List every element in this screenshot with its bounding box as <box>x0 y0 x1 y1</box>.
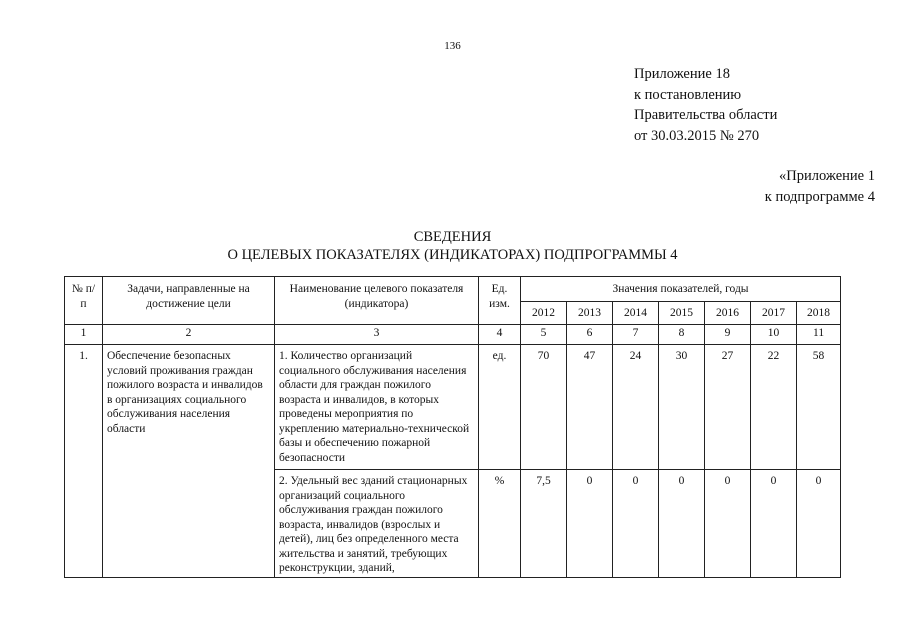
column-number: 3 <box>275 325 479 345</box>
header-year: 2018 <box>797 302 841 325</box>
indicator-value: 0 <box>797 470 841 578</box>
indicator-value: 0 <box>613 470 659 578</box>
appendix-block <box>634 64 777 146</box>
indicator-value: 0 <box>567 470 613 578</box>
indicator-value: 70 <box>521 345 567 470</box>
indicator-unit: % <box>479 470 521 578</box>
header-num: № п/п <box>65 277 103 325</box>
header-values-group: Значения показателей, годы <box>521 277 841 302</box>
page-number: 136 <box>444 40 461 52</box>
appendix-original-block <box>765 166 875 207</box>
column-number: 10 <box>751 325 797 345</box>
document-title: СВЕДЕНИЯ <box>413 229 492 245</box>
indicator-value: 22 <box>751 345 797 470</box>
indicator-value: 47 <box>567 345 613 470</box>
column-number: 5 <box>521 325 567 345</box>
column-number: 1 <box>65 325 103 345</box>
column-number: 6 <box>567 325 613 345</box>
column-number: 2 <box>103 325 275 345</box>
column-number: 4 <box>479 325 521 345</box>
header-unit: Ед. изм. <box>479 277 521 325</box>
appendix-line: Приложение 18 <box>634 66 730 82</box>
indicator-unit: ед. <box>479 345 521 470</box>
indicator-value: 24 <box>613 345 659 470</box>
document-subtitle: О ЦЕЛЕВЫХ ПОКАЗАТЕЛЯХ (ИНДИКАТОРАХ) ПОДПРОГРАММЫ 4 <box>227 247 678 263</box>
indicator-name: 2. Удельный вес зданий стационарных организаций социального обслуживания граждан пожилого возраста, инвалидов (взрослых и детей), лиц без определенного места жительства и занятий, требующих реконструкции, зданий, <box>275 470 479 578</box>
appendix-original-line: «Приложение 1 <box>779 168 875 184</box>
header-year: 2017 <box>751 302 797 325</box>
header-year: 2014 <box>613 302 659 325</box>
table-row <box>65 345 841 470</box>
indicator-value: 7,5 <box>521 470 567 578</box>
header-indicator: Наименование целевого показателя (индикатора) <box>275 277 479 325</box>
column-number: 9 <box>705 325 751 345</box>
task-number: 1. <box>65 345 103 578</box>
column-number: 7 <box>613 325 659 345</box>
appendix-original-line: к подпрограмме 4 <box>764 188 875 205</box>
column-number: 8 <box>659 325 705 345</box>
appendix-line: к постановлению <box>634 86 742 103</box>
task-text: Обеспечение безопасных условий проживания граждан пожилого возраста и инвалидов в организациях социального обслуживания населения области <box>103 345 275 578</box>
indicator-value: 0 <box>659 470 705 578</box>
indicator-value: 30 <box>659 345 705 470</box>
indicator-name: 1. Количество организаций социального обслуживания населения области для граждан пожилого возраста и инвалидов, в которых проведены мероприятия по укреплению материально-технической базы и обеспечению пожарной безопасности <box>275 345 479 470</box>
appendix-line: Правительства области <box>634 107 778 123</box>
column-number-row <box>65 325 841 345</box>
header-task: Задачи, направленные на достижение цели <box>103 277 275 325</box>
header-year: 2013 <box>567 302 613 325</box>
indicator-value: 0 <box>705 470 751 578</box>
column-number: 11 <box>797 325 841 345</box>
indicator-value: 58 <box>797 345 841 470</box>
appendix-line: от 30.03.2015 № 270 <box>634 127 760 144</box>
header-row <box>65 277 841 302</box>
header-year: 2015 <box>659 302 705 325</box>
indicator-value: 27 <box>705 345 751 470</box>
indicators-table <box>64 276 841 578</box>
header-year: 2016 <box>705 302 751 325</box>
header-year: 2012 <box>521 302 567 325</box>
indicator-value: 0 <box>751 470 797 578</box>
